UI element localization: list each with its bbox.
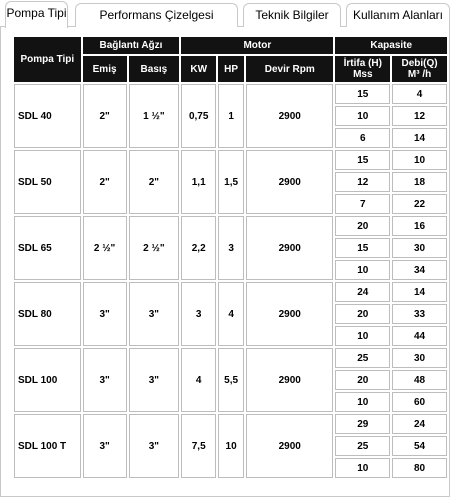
flow-cell: 12 [392, 106, 447, 126]
suction-cell: 3" [83, 348, 127, 412]
flow-cell: 10 [392, 150, 447, 170]
tab-kullanim-alanlari[interactable]: Kullanım Alanları [346, 3, 450, 27]
head-cell: 15 [335, 84, 390, 104]
flow-cell: 60 [392, 392, 447, 412]
header-flow-line1: Debi(Q) [401, 58, 438, 69]
discharge-cell: 3" [129, 282, 180, 346]
head-cell: 7 [335, 194, 390, 214]
flow-cell: 14 [392, 282, 447, 302]
flow-cell: 14 [392, 128, 447, 148]
head-cell: 10 [335, 260, 390, 280]
flow-cell: 54 [392, 436, 447, 456]
header-head-line2: Mss [353, 69, 373, 80]
header-connection: Bağlantı Ağzı [83, 37, 180, 54]
head-cell: 10 [335, 326, 390, 346]
head-cell: 10 [335, 392, 390, 412]
rpm-cell: 2900 [246, 84, 333, 148]
head-cell: 20 [335, 370, 390, 390]
model-cell: SDL 40 [14, 84, 81, 148]
suction-cell: 2" [83, 84, 127, 148]
head-cell: 25 [335, 348, 390, 368]
header-flow-line2: M³ /h [407, 69, 432, 80]
kw-cell: 7,5 [181, 414, 216, 478]
head-cell: 24 [335, 282, 390, 302]
head-cell: 10 [335, 458, 390, 478]
model-cell: SDL 65 [14, 216, 81, 280]
kw-cell: 4 [181, 348, 216, 412]
header-suction: Emiş [83, 56, 127, 82]
table-row [14, 150, 447, 170]
head-cell: 20 [335, 304, 390, 324]
rpm-cell: 2900 [246, 150, 333, 214]
rpm-cell: 2900 [246, 348, 333, 412]
flow-cell: 30 [392, 238, 447, 258]
discharge-cell: 1 ½" [129, 84, 180, 148]
model-cell: SDL 100 [14, 348, 81, 412]
discharge-cell: 3" [129, 348, 180, 412]
header-head-line1: İrtifa (H) [343, 58, 382, 69]
flow-cell: 34 [392, 260, 447, 280]
header-kw: KW [181, 56, 216, 82]
table-row [14, 216, 447, 236]
tab-performans-cizelgesi[interactable]: Performans Çizelgesi [75, 3, 238, 27]
header-model: Pompa Tipi [14, 37, 81, 82]
head-cell: 20 [335, 216, 390, 236]
kw-cell: 3 [181, 282, 216, 346]
table-body [14, 84, 447, 478]
table-row [14, 414, 447, 434]
header-rpm: Devir Rpm [246, 56, 333, 82]
hp-cell: 1 [218, 84, 244, 148]
head-cell: 15 [335, 150, 390, 170]
hp-cell: 10 [218, 414, 244, 478]
hp-cell: 5,5 [218, 348, 244, 412]
table-row [14, 282, 447, 302]
suction-cell: 2" [83, 150, 127, 214]
header-motor: Motor [181, 37, 333, 54]
head-cell: 25 [335, 436, 390, 456]
header-hp: HP [218, 56, 244, 82]
head-cell: 29 [335, 414, 390, 434]
hp-cell: 1,5 [218, 150, 244, 214]
head-cell: 10 [335, 106, 390, 126]
table-row [14, 348, 447, 368]
flow-cell: 48 [392, 370, 447, 390]
model-cell: SDL 50 [14, 150, 81, 214]
discharge-cell: 2" [129, 150, 180, 214]
kw-cell: 1,1 [181, 150, 216, 214]
header-discharge: Basış [129, 56, 180, 82]
tab-pompa-tipi[interactable]: Pompa Tipi [5, 1, 68, 28]
suction-cell: 3" [83, 414, 127, 478]
kw-cell: 2,2 [181, 216, 216, 280]
kw-cell: 0,75 [181, 84, 216, 148]
hp-cell: 3 [218, 216, 244, 280]
flow-cell: 24 [392, 414, 447, 434]
flow-cell: 44 [392, 326, 447, 346]
suction-cell: 3" [83, 282, 127, 346]
model-cell: SDL 100 T [14, 414, 81, 478]
header-capacity: Kapasite [335, 37, 447, 54]
flow-cell: 4 [392, 84, 447, 104]
discharge-cell: 2 ½" [129, 216, 180, 280]
rpm-cell: 2900 [246, 414, 333, 478]
tab-bar [0, 0, 450, 27]
table-row [14, 84, 447, 104]
tab-teknik-bilgiler[interactable]: Teknik Bilgiler [243, 3, 341, 27]
rpm-cell: 2900 [246, 216, 333, 280]
head-cell: 6 [335, 128, 390, 148]
tab-panel [0, 27, 450, 497]
discharge-cell: 3" [129, 414, 180, 478]
flow-cell: 33 [392, 304, 447, 324]
model-cell: SDL 80 [14, 282, 81, 346]
hp-cell: 4 [218, 282, 244, 346]
header-head [335, 56, 390, 82]
suction-cell: 2 ½" [83, 216, 127, 280]
pump-spec-table [12, 35, 449, 480]
header-flow [392, 56, 447, 82]
head-cell: 12 [335, 172, 390, 192]
flow-cell: 30 [392, 348, 447, 368]
flow-cell: 18 [392, 172, 447, 192]
flow-cell: 16 [392, 216, 447, 236]
flow-cell: 22 [392, 194, 447, 214]
head-cell: 15 [335, 238, 390, 258]
rpm-cell: 2900 [246, 282, 333, 346]
flow-cell: 80 [392, 458, 447, 478]
